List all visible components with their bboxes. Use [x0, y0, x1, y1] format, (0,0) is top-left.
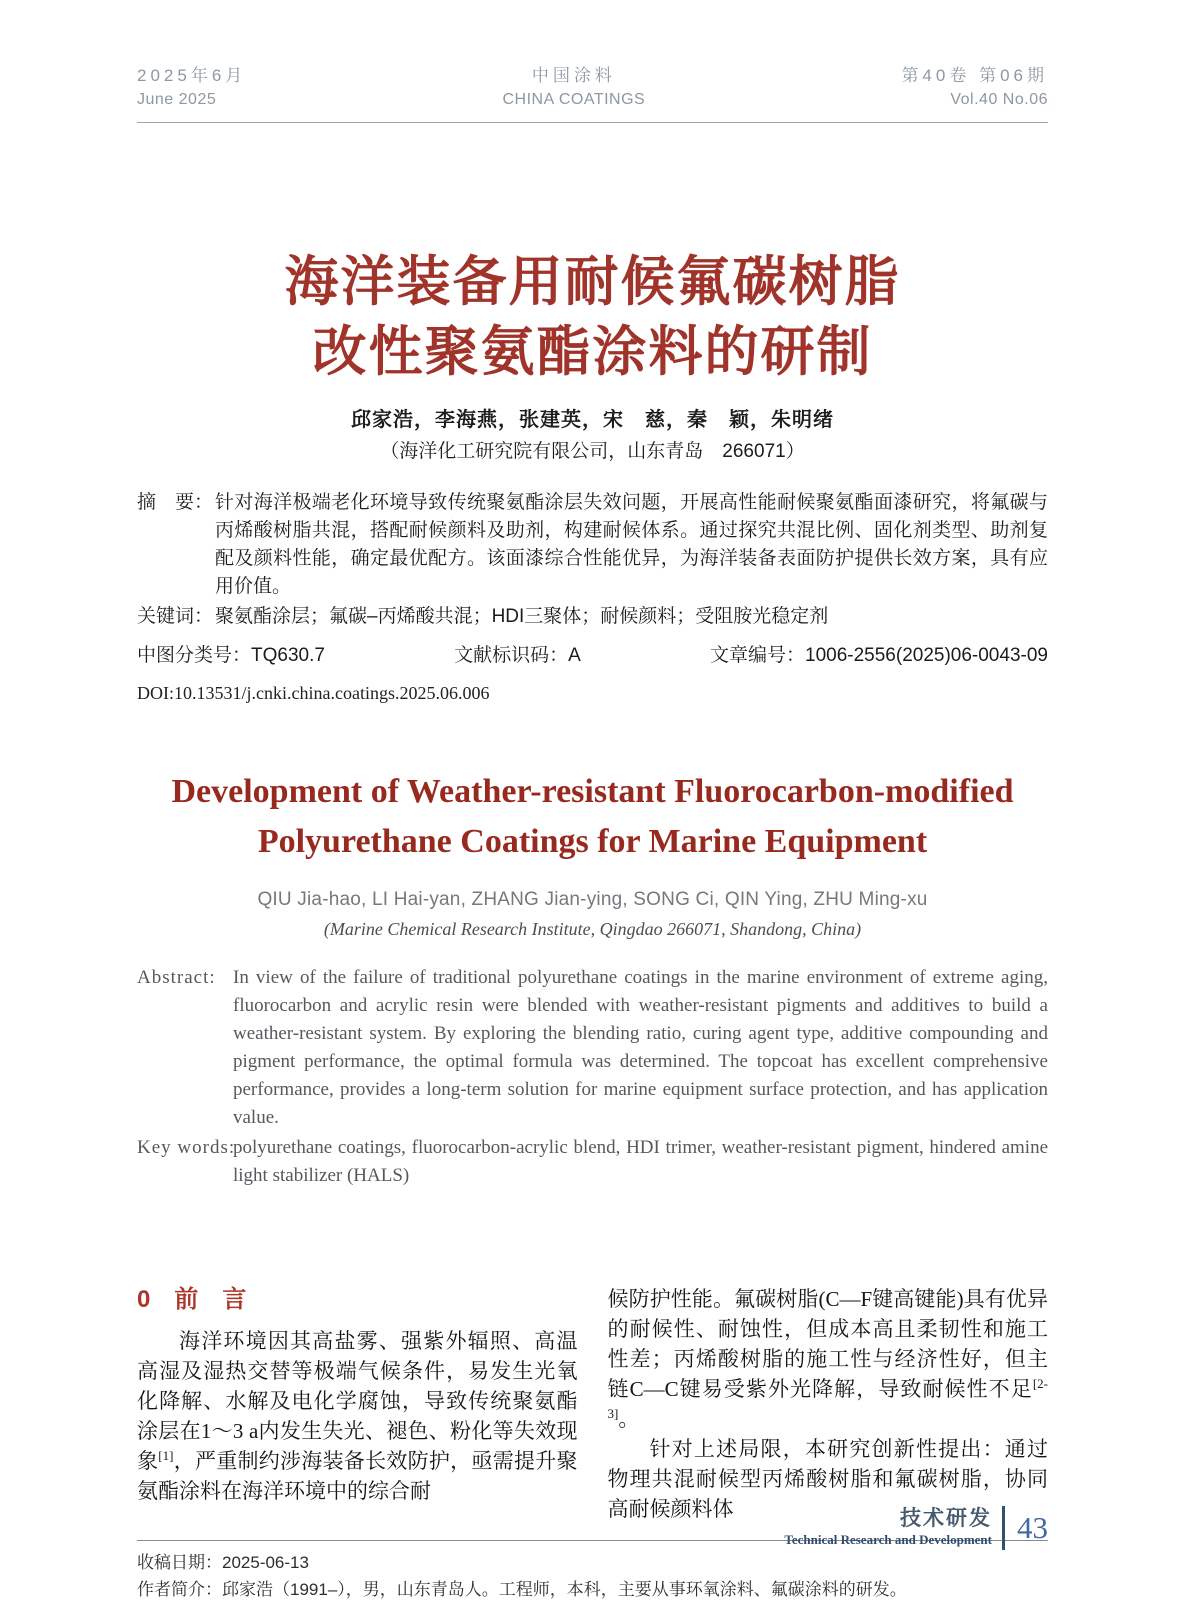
authors-cn: 邱家浩，李海燕，张建英，宋 慈，秦 颖，朱明绪	[351, 409, 834, 431]
received-date-value: 2025-06-13	[222, 1553, 309, 1572]
intro-p1-text: 海洋环境因其高盐雾、强紫外辐照、高温高湿及湿热交替等极端气候条件，易发生光氧化降解、水解及电化学腐蚀，导致传统聚氨酯涂层在1～3 a内发生失光、褪色、粉化等失效现象	[137, 1329, 578, 1473]
keywords-en	[137, 1134, 1048, 1190]
abstract-cn-text: 针对海洋极端老化环境导致传统聚氨酯涂层失效问题，开展高性能耐候聚氨酯面漆研究，将氟碳与丙烯酸树脂共混，搭配耐候颜料及助剂，构建耐候体系。通过探究共混比例、固化剂类型、助剂复配及颜料性能，确定最优配方。该面漆综合性能优异，为海洋装备表面防护提供长效方案，具有应用价值。	[215, 492, 1048, 597]
received-date-row	[137, 1549, 1048, 1576]
keywords-en-text: polyurethane coatings, fluorocarbon-acrylic blend, HDI trimer, weather-resistant pigment, hindered amine light stabilizer (HALS)	[233, 1137, 1048, 1186]
header-issue	[901, 64, 1048, 112]
keywords-cn	[137, 603, 1048, 631]
section-heading-intro: 0 前 言	[137, 1286, 247, 1313]
journal-header	[137, 0, 1048, 123]
header-issue-cn: 第40卷 第06期	[901, 66, 1048, 85]
intro-paragraph-2	[608, 1284, 1049, 1434]
abstract-en-text: In view of the failure of traditional polyurethane coatings in the marine environment of extreme aging, fluorocarbon and acrylic resin were blended with weather-resistant pigments and additives to build a weather-resistant system. By exploring the blending ratio, curing agent type, additive compounding and pigment performance, the optimal formula was determined. The topcoat has excellent comprehensive performance, provides a long-term solution for marine equipment surface protection, and has application value.	[233, 967, 1048, 1128]
article-title-cn	[137, 247, 1048, 387]
header-journal-name	[503, 64, 646, 112]
received-date-label: 收稿日期：	[137, 1553, 222, 1572]
author-bio-row	[137, 1576, 1048, 1600]
header-date-en: June 2025	[137, 91, 217, 108]
article-title-en-line1: Development of Weather-resistant Fluorocarbon-modified	[171, 773, 1014, 810]
footer-section-en: Technical Research and Development	[784, 1532, 992, 1547]
header-journal-cn: 中国涂料	[531, 66, 616, 85]
abstract-en-label: Abstract:	[137, 967, 216, 988]
article-title-cn-line2: 改性聚氨酯涂料的研制	[312, 322, 873, 382]
citation-ref-1: [1]	[158, 1448, 174, 1463]
intro-p2-text: 候防护性能。氟碳树脂(C—F键高键能)具有优异的耐候性、耐蚀性，但成本高且柔韧性和施工性差；丙烯酸树脂的施工性与经济性好，但主链C—C键易受紫外光降解，导致耐候性不足	[607, 1287, 1048, 1401]
body-columns	[137, 1284, 1048, 1524]
page-number: 43	[1017, 1510, 1048, 1545]
author-bio-value: 邱家浩（1991–），男，山东青岛人。工程师，本科，主要从事环氧涂料、氟碳涂料的研发。	[222, 1580, 907, 1599]
page-footer	[784, 1506, 1048, 1550]
body-column-right	[608, 1284, 1049, 1524]
affiliation-en: (Marine Chemical Research Institute, Qingdao 266071, Shandong, China)	[323, 919, 862, 939]
keywords-en-label: Key words:	[137, 1137, 236, 1158]
article-title-cn-line1: 海洋装备用耐候氟碳树脂	[284, 252, 901, 312]
affiliation-cn: （海洋化工研究院有限公司，山东青岛 266071）	[380, 441, 805, 462]
doi-line: DOI:10.13531/j.cnki.china.coatings.2025.06.006	[137, 683, 490, 703]
keywords-cn-text: 聚氨酯涂层；氟碳–丙烯酸共混；HDI三聚体；耐候颜料；受阻胺光稳定剂	[215, 606, 829, 627]
footer-section-cn: 技术研发	[900, 1507, 992, 1530]
citation-ref-2-3: [2-3]	[607, 1376, 1048, 1421]
abstract-cn	[137, 489, 1048, 601]
document-code: 文献标识码：A	[454, 645, 581, 666]
clc-number: 中图分类号：TQ630.7	[137, 645, 325, 666]
intro-paragraph-1	[137, 1326, 578, 1506]
article-title-en-line2: Polyurethane Coatings for Marine Equipment	[257, 823, 928, 860]
article-id: 文章编号：1006-2556(2025)06-0043-09	[710, 645, 1048, 666]
author-bio-label: 作者简介：	[137, 1580, 222, 1599]
body-column-left	[137, 1284, 578, 1524]
abstract-en	[137, 964, 1048, 1132]
abstract-cn-label: 摘 要：	[137, 492, 214, 513]
authors-en: QIU Jia-hao, LI Hai-yan, ZHANG Jian-ying, SONG Ci, QIN Ying, ZHU Ming-xu	[257, 889, 928, 910]
header-date	[137, 64, 246, 112]
article-title-en	[137, 767, 1048, 867]
header-date-cn: 2025年6月	[137, 66, 247, 85]
footnote-block	[137, 1549, 1048, 1600]
intro-paragraph-3: 针对上述局限，本研究创新性提出：通过物理共混耐候型丙烯酸树脂和氟碳树脂，协同高耐候颜料体	[607, 1437, 1048, 1521]
header-journal-en: CHINA COATINGS	[502, 91, 646, 108]
intro-p2-tail: 。	[618, 1407, 640, 1431]
intro-p1-tail: ，严重制约涉海装备长效防护，亟需提升聚氨酯涂料在海洋环境中的综合耐	[137, 1449, 578, 1503]
classification-row	[137, 643, 1048, 669]
keywords-cn-label: 关键词：	[137, 606, 214, 627]
header-issue-en: Vol.40 No.06	[950, 91, 1048, 108]
footer-section-labels	[784, 1507, 1002, 1549]
